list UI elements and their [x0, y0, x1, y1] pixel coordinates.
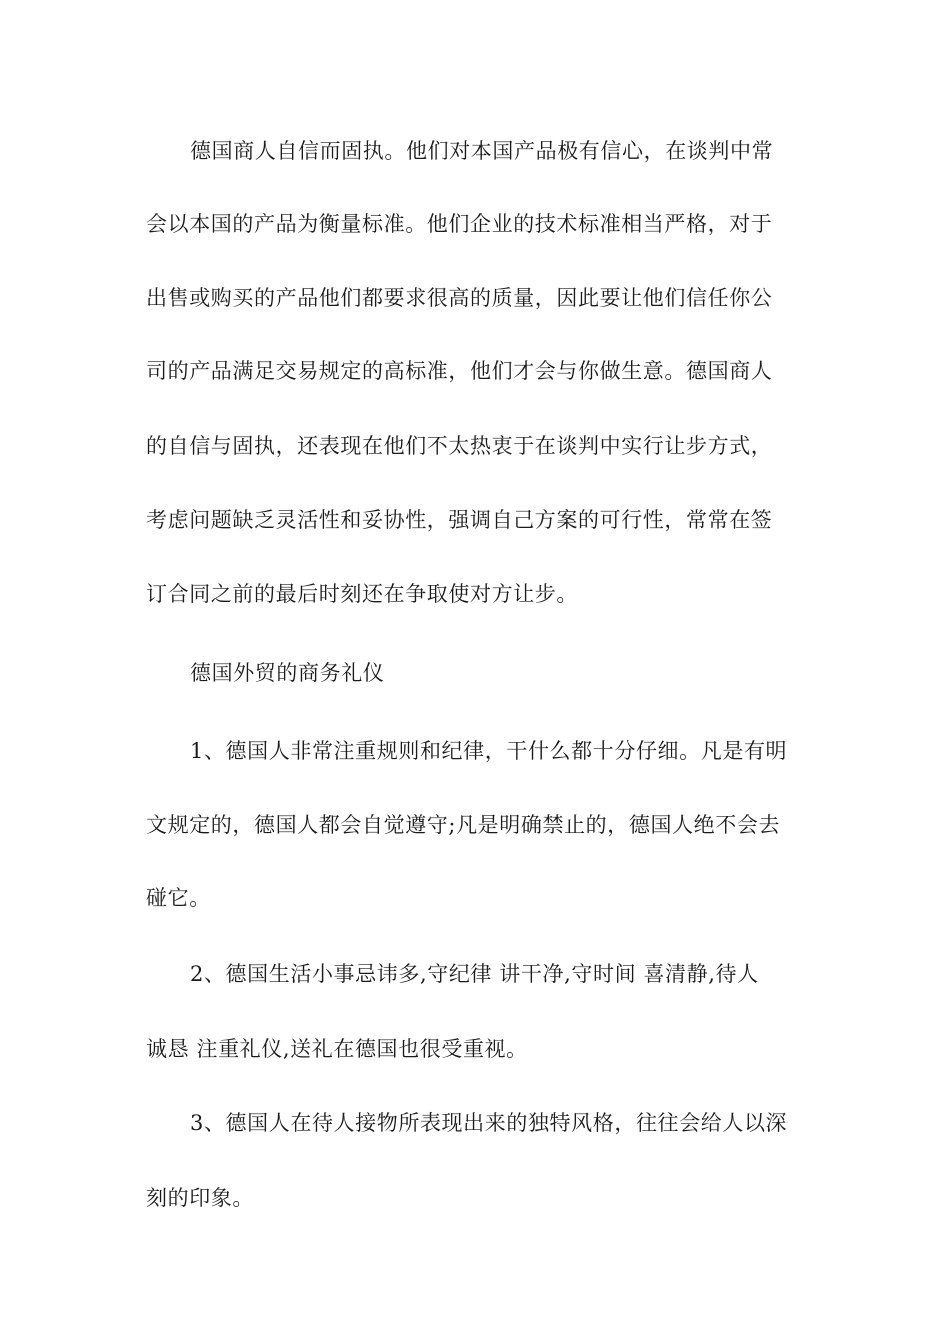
- paragraph-line: 诚恳 注重礼仪,送礼在德国也很受重视。: [146, 1037, 528, 1061]
- paragraph-line: 司的产品满足交易规定的高标准，他们才会与你做生意。德国商人: [146, 359, 773, 383]
- paragraph-line: 德国商人自信而固执。他们对本国产品极有信心，在谈判中常: [190, 139, 774, 163]
- paragraph-line: 刻的印象。: [146, 1186, 254, 1210]
- paragraph-line: 的自信与固执，还表现在他们不太热衷于在谈判中实行让步方式，: [146, 434, 773, 458]
- paragraph-line: 1、德国人非常注重规则和纪律，干什么都十分仔细。凡是有明: [190, 739, 788, 763]
- paragraph-line: 2、德国生活小事忌讳多,守纪律 讲干净,守时间 喜清静,待人: [190, 962, 759, 986]
- paragraph-line: 考虑问题缺乏灵活性和妥协性，强调自己方案的可行性，常常在签: [146, 508, 773, 532]
- section-heading: 德国外贸的商务礼仪: [190, 661, 385, 685]
- paragraph-line: 订合同之前的最后时刻还在争取使对方让步。: [146, 582, 578, 606]
- paragraph-line: 碰它。: [146, 886, 211, 910]
- paragraph-line: 出售或购买的产品他们都要求很高的质量，因此要让他们信任你公: [146, 286, 773, 310]
- paragraph-line: 3、德国人在待人接物所表现出来的独特风格，往往会给人以深: [190, 1111, 788, 1135]
- paragraph-line: 会以本国的产品为衡量标准。他们企业的技术标准相当严格，对于: [146, 212, 773, 236]
- paragraph-line: 文规定的，德国人都会自觉遵守;凡是明确禁止的，德国人绝不会去: [146, 813, 781, 837]
